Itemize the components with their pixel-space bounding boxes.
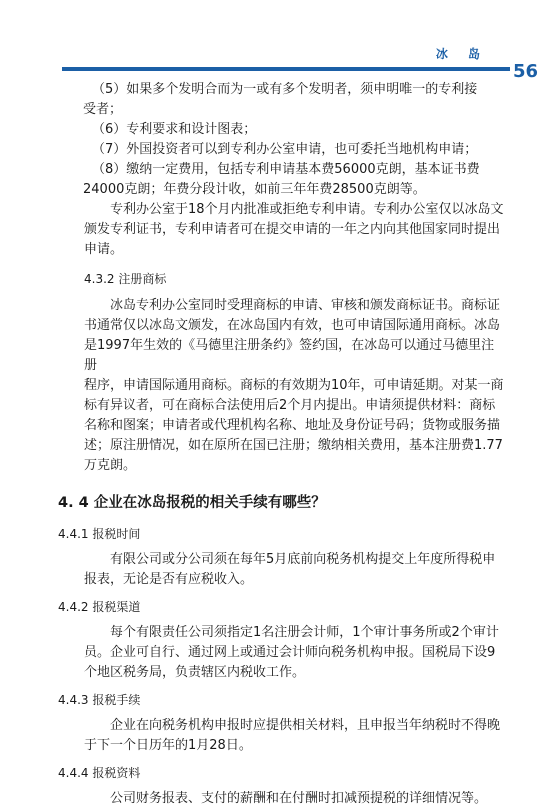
patent-line-3: 申请。: [84, 242, 124, 257]
trademark-line-6: 名称和图案；申请者或代理机构名称、地址及身份证号码；货物或服务描: [84, 418, 501, 433]
header-rule: [62, 67, 510, 71]
page-body: [58, 80, 504, 809]
tax-time-paragraph: [84, 550, 504, 590]
patent-line-1: 专利办公室于18个月内批准或拒绝专利申请。专利办公室仅以冰岛文: [110, 202, 504, 217]
trademark-paragraph: [84, 296, 504, 476]
patent-line-2: 颁发专利证书，专利申请者可在提交申请的一年之内向其他国家同时提出: [84, 222, 501, 237]
heading-4-4-2: 4.4.2 报税渠道: [58, 600, 141, 614]
trademark-line-7: 述；原注册情况，如在原所在国已注册；缴纳相关费用，基本注册费1.77: [84, 438, 503, 453]
list-item-7: （7）外国投资者可以到专利办公室申请，也可委托当地机构申请；: [92, 142, 478, 157]
heading-4-4-4: 4.4.4 报税资料: [58, 766, 141, 780]
tax-procedure-line-2: 于下一个日历年的1月28日。: [84, 738, 252, 753]
tax-channel-paragraph: [84, 623, 504, 683]
patent-paragraph: [84, 200, 504, 260]
list-item-6: （6）专利要求和设计图表；: [92, 122, 257, 137]
tax-materials-line-1: 公司财务报表、支付的薪酬和在付酬时扣减预提税的详细情况等。: [110, 791, 488, 806]
tax-channel-line-3: 个地区税务局，负责辖区内税收工作。: [84, 665, 306, 680]
trademark-line-8: 万克朗。: [84, 458, 137, 473]
heading-4-4-3: 4.4.3 报税手续: [58, 693, 141, 707]
heading-4-4: 4. 4 企业在冰岛报税的相关手续有哪些？: [58, 495, 326, 511]
tax-channel-line-2: 员。企业可自行、通过网上或通过会计师向税务机构申报。国税局下设9: [84, 645, 496, 660]
tax-procedure-paragraph: [84, 716, 504, 756]
trademark-line-3: 是1997年生效的《马德里注册条约》签约国，在冰岛可以通过马德里注册: [84, 338, 495, 373]
requirements-list: [84, 80, 504, 200]
header-section-label: 冰 岛: [435, 47, 488, 61]
list-item-8-continued: 24000克朗；年费分段计收，如前三年年费28500克朗等。: [83, 182, 426, 197]
trademark-line-5: 标有异议者，可在商标合法使用后2个月内提出。申请须提供材料：商标: [84, 398, 496, 413]
trademark-line-2: 书通常仅以冰岛文颁发，在冰岛国内有效，也可申请国际通用商标。冰岛: [84, 318, 501, 333]
list-item-8: （8）缴纳一定费用，包括专利申请基本费56000克朗，基本证书费: [92, 162, 480, 177]
tax-materials-paragraph: [84, 789, 504, 809]
heading-4-3-2: 4.3.2 注册商标: [84, 272, 167, 286]
trademark-line-1: 冰岛专利办公室同时受理商标的申请、审核和颁发商标证书。商标证: [110, 298, 501, 313]
tax-channel-line-1: 每个有限责任公司须指定1名注册会计师，1个审计事务所或2个审计: [110, 625, 499, 640]
tax-procedure-line-1: 企业在向税务机构申报时应提供相关材料，且申报当年纳税时不得晚: [110, 718, 501, 733]
tax-time-line-2: 报表，无论是否有应税收入。: [84, 572, 254, 587]
page-number: 56: [513, 61, 539, 82]
heading-4-4-1: 4.4.1 报税时间: [58, 527, 141, 541]
list-item-5-continued: 受者；: [83, 102, 123, 117]
trademark-line-4: 程序，申请国际通用商标。商标的有效期为10年，可申请延期。对某一商: [84, 378, 504, 393]
list-item-5: （5）如果多个发明合而为一或有多个发明者，须申明唯一的专利接: [92, 82, 478, 97]
tax-time-line-1: 有限公司或分公司须在每年5月底前向税务机构提交上年度所得税申: [110, 552, 496, 567]
